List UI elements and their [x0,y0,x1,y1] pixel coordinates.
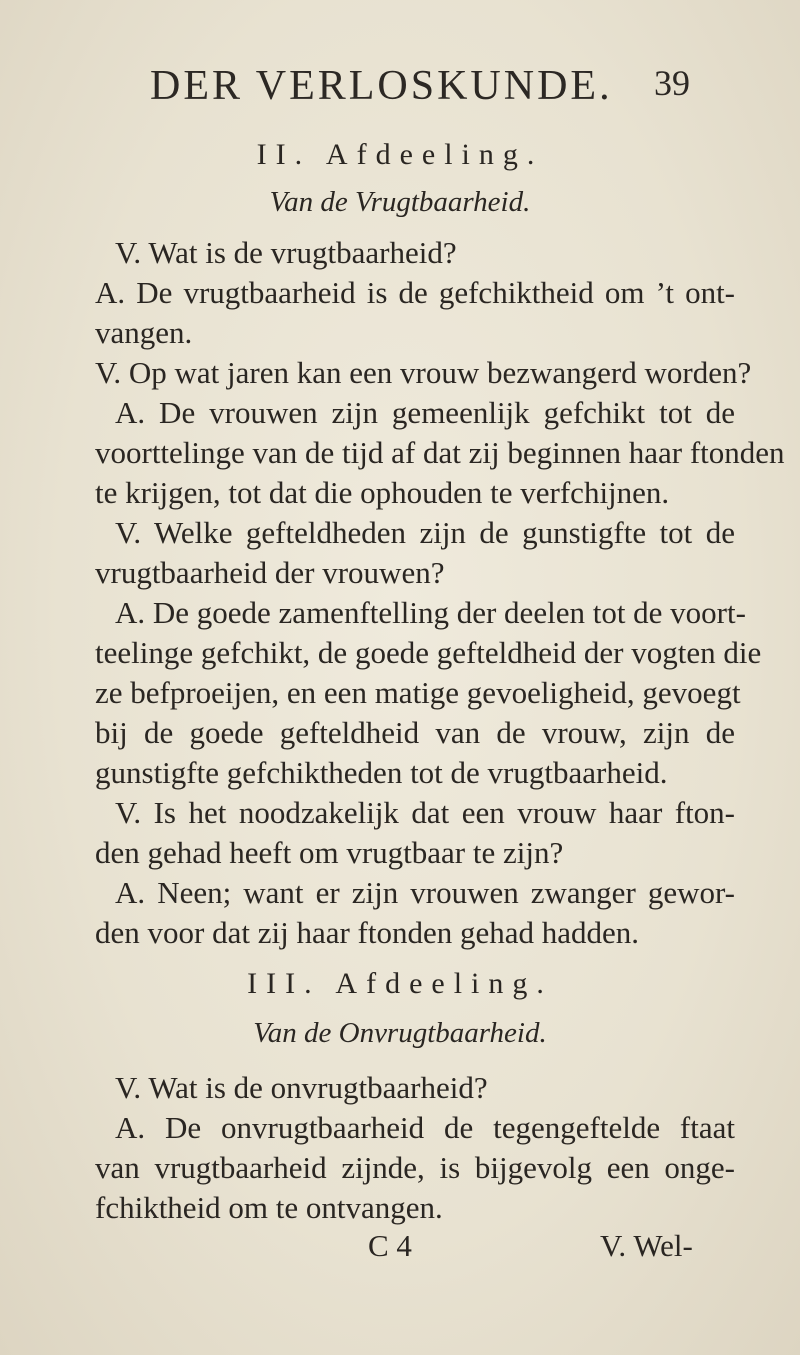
text-line: gunstigfte gefchiktheden tot de vrugtbaarheid. [95,755,668,790]
running-title: DER VERLOSKUNDE. [150,63,613,109]
catchword: V. Wel- [600,1228,693,1263]
section-subtitle-2: Van de Vrugtbaarheid. [269,186,531,218]
section-heading-3: III. Afdeeling. [247,967,553,1000]
text-line: V. Wat is de onvrugtbaarheid? [115,1070,488,1105]
text-line: vangen. [95,315,193,350]
text-line: voorttelinge van de tijd af dat zij beginnen haar ftonden [95,435,785,470]
text-line: van vrugtbaarheid zijnde, is bijgevolg een onge- [95,1150,735,1185]
text-line: fchiktheid om te ontvangen. [95,1190,443,1225]
text-line: A. De vrugtbaarheid is de gefchiktheid om ’t ont- [95,275,735,310]
text-line: V. Wat is de vrugtbaarheid? [115,235,457,270]
text-line: den voor dat zij haar ftonden gehad hadden. [95,915,640,950]
text-line: A. De onvrugtbaarheid de tegengeftelde ftaat [115,1110,735,1145]
section-heading-2: II. Afdeeling. [256,138,544,171]
section-subtitle-3: Van de Onvrugtbaarheid. [253,1017,547,1049]
text-line: A. Neen; want er zijn vrouwen zwanger gewor- [115,875,735,910]
printer-signature: C 4 [368,1228,412,1263]
text-line: te krijgen, tot dat die ophouden te verfchijnen. [95,475,670,510]
text-line: A. De goede zamenftelling der deelen tot de voort- [115,595,746,630]
text-line: V. Welke gefteldheden zijn de gunstigfte tot de [115,515,735,550]
text-line: den gehad heeft om vrugtbaar te zijn? [95,835,564,870]
text-line: vrugtbaarheid der vrouwen? [95,555,445,590]
text-line: V. Is het noodzakelijk dat een vrouw haar fton- [115,795,735,830]
text-line: V. Op wat jaren kan een vrouw bezwangerd worden? [95,355,752,390]
text-line: ze befproeijen, en een matige gevoeligheid, gevoegt [95,675,741,710]
text-line: A. De vrouwen zijn gemeenlijk gefchikt tot de [115,395,735,430]
text-line: bij de goede gefteldheid van de vrouw, zijn de [95,715,735,750]
page-footer [0,1228,800,1272]
page-header [150,62,690,112]
text-line: teelinge gefchikt, de goede gefteldheid der vogten die [95,635,762,670]
page-number: 39 [654,63,690,103]
